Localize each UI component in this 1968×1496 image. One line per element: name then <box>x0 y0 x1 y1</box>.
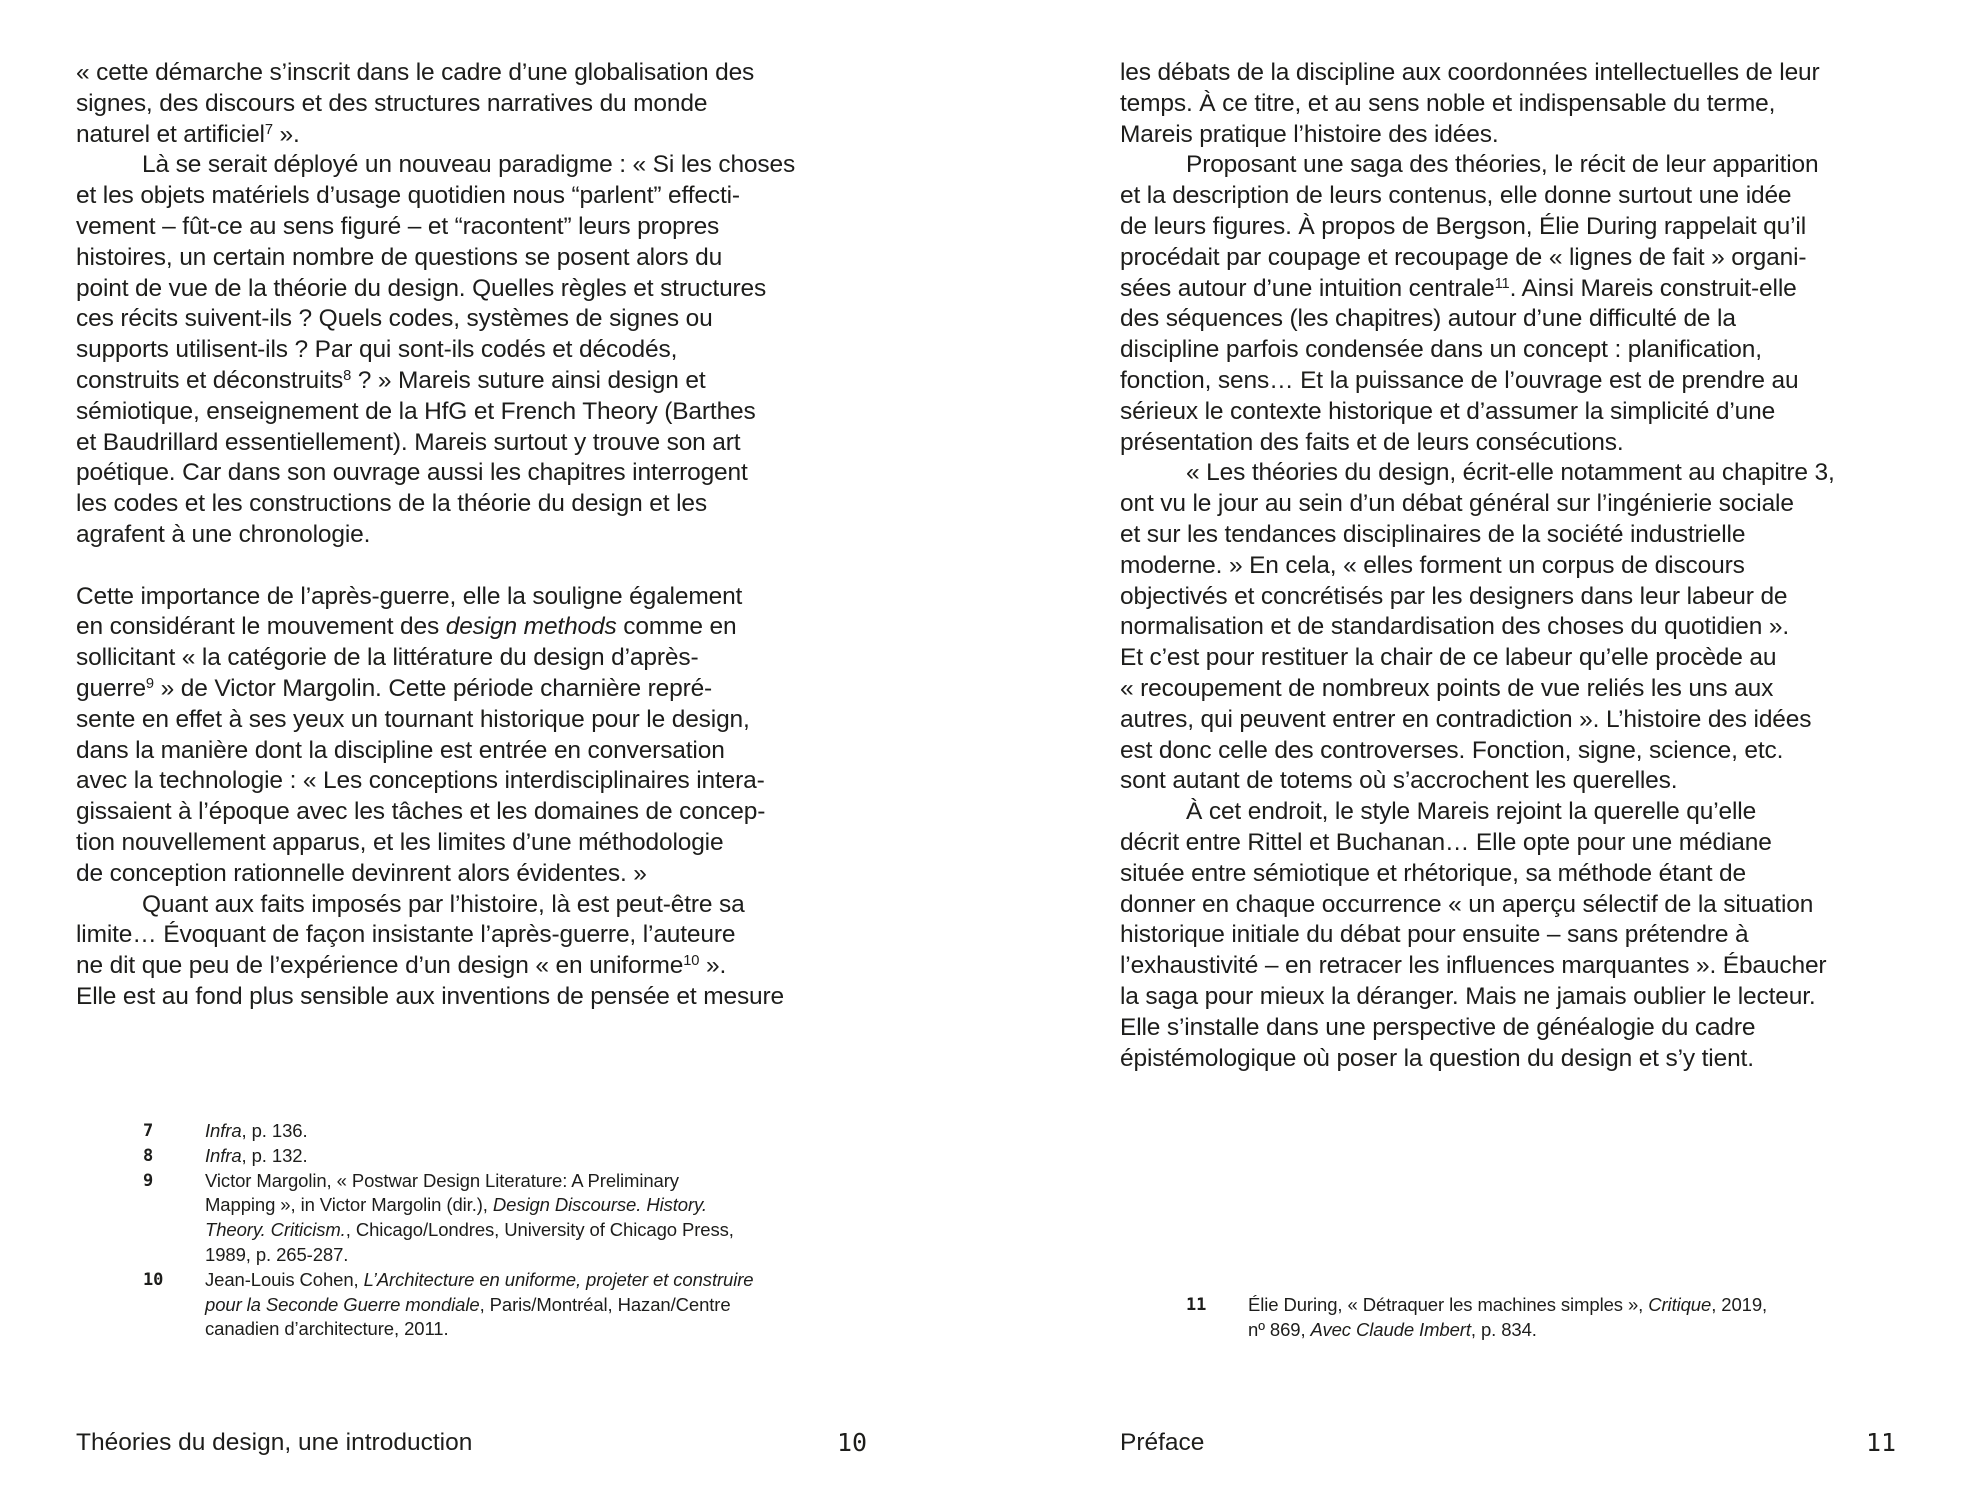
footnote <box>76 1119 754 1144</box>
text-line: Proposant une saga des théories, le récit de leur apparition <box>1186 151 1819 179</box>
footnote-text: Infra, p. 132. <box>205 1144 308 1166</box>
text-line: « Les théories du design, écrit-elle notamment au chapitre 3, <box>1186 459 1835 487</box>
body-text <box>1120 58 1835 1074</box>
text-line: les débats de la discipline aux coordonnées intellectuelles de leur <box>1120 59 1820 86</box>
body-text <box>76 58 795 1013</box>
page-number: 10 <box>837 1428 868 1457</box>
right-page <box>1120 0 1910 1496</box>
footnote <box>1120 1293 1767 1343</box>
left-page <box>76 0 876 1496</box>
text-line: la saga pour mieux la déranger. Mais ne jamais oublier le lecteur. <box>1120 982 1816 1010</box>
text-line: moderne. » En cela, « elles forment un corpus de discours <box>1120 551 1745 579</box>
text-line: sées autour d’une intuition centrale$^{11}$. Ainsi Mareis construit-elle <box>1120 274 1797 302</box>
text-line: guerre$^9$ » de Victor Margolin. Cette période charnière repré- <box>76 674 713 702</box>
text-line: est donc celle des controverses. Fonction, signe, science, etc. <box>1120 736 1784 764</box>
text-line: poétique. Car dans son ouvrage aussi les chapitres interrogent <box>76 459 748 487</box>
text-line: sémiotique, enseignement de la HfG et French Theory (Barthes <box>76 397 756 425</box>
text-line: « recoupement de nombreux points de vue reliés les uns aux <box>1120 674 1774 702</box>
text-line: fonction, sens… Et la puissance de l’ouvrage est de prendre au <box>1120 366 1799 394</box>
footnote-ref: 10 <box>683 953 700 970</box>
text-line: historique initiale du débat pour ensuite – sans prétendre à <box>1120 921 1749 949</box>
text-line: temps. À ce titre, et au sens noble et indispensable du terme, <box>1120 89 1776 117</box>
footnote-text: Victor Margolin, « Postwar Design Literature: A Preliminary Mapping », in Victor Margolin (dir.), Design Discourse. History. Theory. Criticism., Chicago/Londres, University of Chicago Press, 1989, p. 265-287. <box>205 1169 734 1265</box>
text-line: ne dit que peu de l’expérience d’un design « en uniforme$^{10}$ ». <box>76 952 727 980</box>
text-line: des séquences (les chapitres) autour d’une difficulté de la <box>1120 305 1736 333</box>
text-line: procédait par coupage et recoupage de « lignes de fait » organi- <box>1120 243 1807 271</box>
text-line: Là se serait déployé un nouveau paradigme : « Si les choses <box>142 151 796 179</box>
text-line: limite… Évoquant de façon insistante l’après-guerre, l’auteure <box>76 921 736 949</box>
text-line: sente en effet à ses yeux un tournant historique pour le design, <box>76 705 750 733</box>
footnote-ref: 7 <box>264 121 273 138</box>
text-line: point de vue de la théorie du design. Quelles règles et structures <box>76 274 767 302</box>
text-line: construits et déconstruits$^8$ ? » Mareis suture ainsi design et <box>76 366 706 394</box>
text-line: présentation des faits et de leurs consécutions. <box>1120 428 1624 456</box>
footnote-text: Élie During, « Détraquer les machines simples », Critique, 2019, nº 869, Avec Claude Imbert, p. 834. <box>1248 1294 1768 1340</box>
footnote <box>76 1144 754 1169</box>
text-line: dans la manière dont la discipline est entrée en conversation <box>76 736 725 764</box>
text-line: Cette importance de l’après-guerre, elle la souligne également <box>76 582 743 610</box>
text-line: sont autant de totems où s’accrochent les querelles. <box>1120 767 1678 795</box>
footnote <box>76 1169 754 1268</box>
text-line: avec la technologie : « Les conceptions interdisciplinaires intera- <box>76 767 765 795</box>
text-line: Elle s’installe dans une perspective de généalogie du cadre <box>1120 1013 1756 1041</box>
text-line: l’exhaustivité – en retracer les influences marquantes ». Ébaucher <box>1120 952 1827 980</box>
text-line: et Baudrillard essentiellement). Mareis surtout y trouve son art <box>76 428 741 456</box>
text-line: agrafent à une chronologie. <box>76 520 371 548</box>
text-line: Elle est au fond plus sensible aux inventions de pensée et mesure <box>76 982 785 1010</box>
text-line: autres, qui peuvent entrer en contradiction ». L’histoire des idées <box>1120 705 1812 733</box>
text-line: naturel et artificiel$^7$ ». <box>76 120 300 148</box>
text-line: de leurs figures. À propos de Bergson, Élie During rappelait qu’il <box>1120 212 1807 240</box>
running-title: Préface <box>1120 1429 1205 1456</box>
text-line: épistémologique où poser la question du design et s’y tient. <box>1120 1044 1754 1072</box>
footnotes <box>76 1119 754 1342</box>
footnote-number: 8 <box>143 1145 154 1166</box>
text-line: et les objets matériels d’usage quotidien nous “parlent” effecti- <box>76 182 740 210</box>
footnote <box>76 1268 754 1342</box>
text-line: À cet endroit, le style Mareis rejoint la querelle qu’elle <box>1186 798 1757 826</box>
footnote-number: 7 <box>143 1121 154 1141</box>
text-line: vement – fût-ce au sens figuré – et “racontent” leurs propres <box>76 212 720 240</box>
footnotes <box>1120 1293 1767 1343</box>
text-line: supports utilisent-ils ? Par qui sont-ils codés et décodés, <box>76 336 678 364</box>
text-line: ont vu le jour au sein d’un débat général sur l’ingénierie sociale <box>1120 490 1794 518</box>
footnote-text: Jean-Louis Cohen, L’Architecture en uniforme, projeter et construire pour la Seconde Guerre mondiale, Paris/Montréal, Hazan/Centre canadien d’architecture, 2011. <box>205 1268 754 1340</box>
text-line: et sur les tendances disciplinaires de la société industrielle <box>1120 520 1746 548</box>
text-line: objectivés et concrétisés par les designers dans leur labeur de <box>1120 582 1788 610</box>
text-line: donner en chaque occurrence « un aperçu sélectif de la situation <box>1120 890 1814 918</box>
footnote-ref: 9 <box>145 675 154 692</box>
footnote-ref: 11 <box>1494 275 1510 292</box>
text-line: décrit entre Rittel et Buchanan… Elle opte pour une médiane <box>1120 828 1772 856</box>
text-line: en considérant le mouvement des design methods comme en <box>76 613 737 641</box>
footnote-text: Infra, p. 136. <box>205 1120 308 1141</box>
text-line: ces récits suivent-ils ? Quels codes, systèmes de signes ou <box>76 305 713 333</box>
text-line: Quant aux faits imposés par l’histoire, là est peut-être sa <box>142 890 745 918</box>
text-line: située entre sémiotique et rhétorique, sa méthode étant de <box>1120 859 1746 887</box>
footnote-number: 10 <box>143 1269 164 1290</box>
text-line: et la description de leurs contenus, elle donne surtout une idée <box>1120 182 1792 210</box>
footnote-number: 11 <box>1186 1295 1207 1315</box>
text-line: normalisation et de standardisation des choses du quotidien ». <box>1120 613 1789 641</box>
text-line: discipline parfois condensée dans un concept : planification, <box>1120 336 1762 364</box>
text-line: Et c’est pour restituer la chair de ce labeur qu’elle procède au <box>1120 644 1777 672</box>
text-line: sollicitant « la catégorie de la littérature du design d’après- <box>76 644 699 672</box>
running-title: Théories du design, une introduction <box>76 1429 473 1456</box>
italic-term: design methods <box>445 613 617 641</box>
text-line: histoires, un certain nombre de questions se posent alors du <box>76 243 723 271</box>
page-number: 11 <box>1866 1428 1897 1457</box>
text-line: « cette démarche s’inscrit dans le cadre d’une globalisation des <box>76 59 755 86</box>
footnote-ref: 8 <box>343 367 352 384</box>
footnote-number: 9 <box>143 1170 154 1191</box>
text-line: sérieux le contexte historique et d’assumer la simplicité d’une <box>1120 397 1776 425</box>
text-line: signes, des discours et des structures narratives du monde <box>76 89 708 117</box>
text-line: Mareis pratique l’histoire des idées. <box>1120 120 1499 148</box>
text-line: gissaient à l’époque avec les tâches et les domaines de concep- <box>76 798 766 826</box>
text-line: les codes et les constructions de la théorie du design et les <box>76 490 707 518</box>
paragraph-break <box>76 551 795 582</box>
text-line: tion nouvellement apparus, et les limites d’une méthodologie <box>76 828 724 856</box>
text-line: de conception rationnelle devinrent alors évidentes. » <box>76 859 647 887</box>
